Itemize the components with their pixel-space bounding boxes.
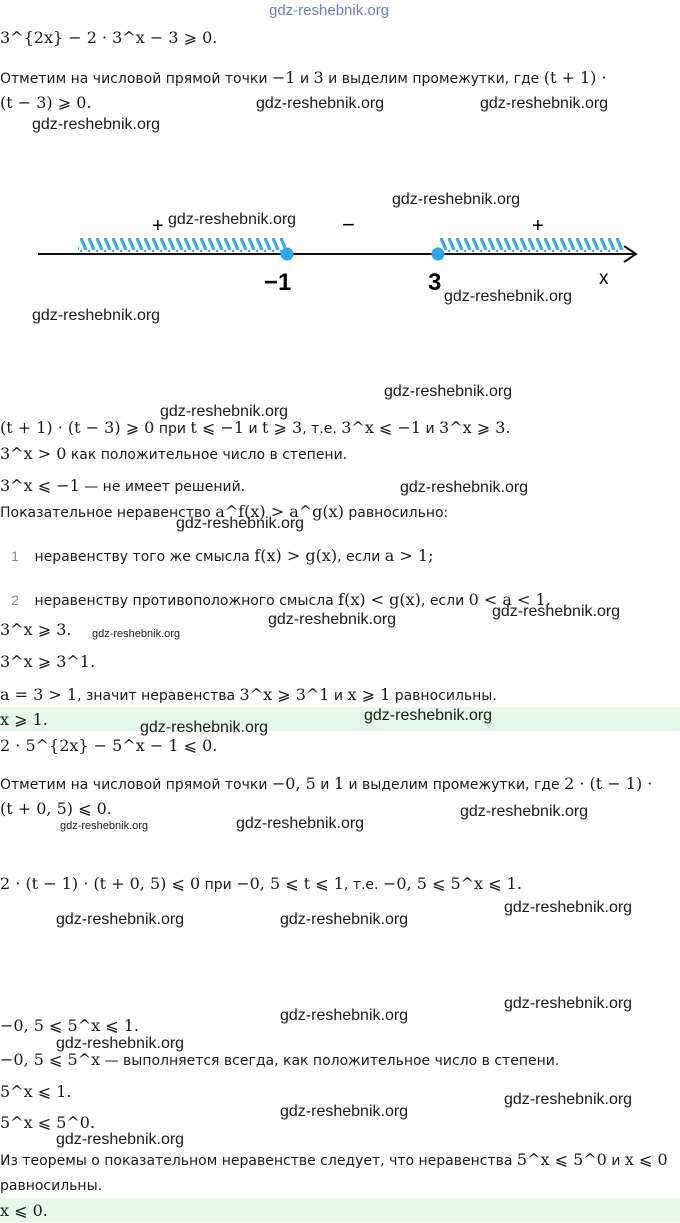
watermark: gdz-reshebnik.org (236, 815, 365, 832)
watermark: gdz-reshebnik.org (92, 628, 181, 640)
point-value: −1 (271, 68, 296, 87)
text: неравенству того же смысла (34, 549, 250, 565)
math-expression: 3^x ⩾ 3. (439, 418, 511, 437)
intro-1 (0, 68, 607, 87)
math-expression: −0, 5 ⩽ t ⩽ 1 (236, 874, 344, 893)
text: при (204, 877, 232, 893)
text: Из теоремы о показательном неравенстве следует, что неравенства (0, 1153, 513, 1169)
solution-line-9: −0, 5 ⩽ 5^x ⩽ 1. (0, 1016, 139, 1035)
interval-left (78, 238, 286, 252)
label-axis: x (599, 268, 609, 289)
text: — выполняется всегда, как положительное число в степени. (104, 1053, 560, 1069)
solution-line-3 (0, 476, 245, 495)
point-value: −0, 5 (271, 774, 316, 793)
list-item (0, 590, 551, 609)
list-number: 2 (11, 592, 19, 608)
sign-plus-left: + (152, 215, 164, 237)
text: при (158, 421, 186, 437)
watermark: gdz-reshebnik.org (280, 1007, 409, 1024)
math-expression: t ⩽ −1 (190, 418, 244, 437)
intro-text: и выделим промежутки, где (348, 777, 560, 793)
solution-line-8 (0, 874, 522, 893)
watermark: gdz-reshebnik.org (268, 611, 397, 628)
text: , если (420, 593, 465, 609)
answer-2: x ⩽ 0. (0, 1201, 48, 1220)
expression-cont: (t − 3) ⩾ 0. (0, 93, 92, 112)
solution-line-5: 3^x ⩾ 3. (0, 620, 72, 639)
watermark: gdz-reshebnik.org (60, 820, 149, 832)
watermark-top: gdz-reshebnik.org (269, 2, 390, 19)
point-left (281, 248, 294, 261)
math-expression: −0, 5 ⩽ 5^x (0, 1050, 101, 1069)
watermark: gdz-reshebnik.org (280, 1103, 409, 1120)
text: , если (337, 549, 381, 565)
number-line (0, 180, 680, 300)
point-value: 1 (333, 774, 345, 793)
text: — не имеет решений. (84, 479, 246, 495)
expression-cont: (t + 0, 5) ⩽ 0. (0, 799, 112, 818)
list-item (0, 546, 433, 565)
math-expression: 3^x > 0 (0, 444, 67, 463)
math-expression: 3^x ⩽ −1 (0, 476, 80, 495)
math-expression: 3^x ⩾ 3^1 (239, 685, 330, 704)
watermark: gdz-reshebnik.org (32, 307, 161, 324)
watermark: gdz-reshebnik.org (176, 515, 305, 532)
watermark: gdz-reshebnik.org (140, 719, 269, 736)
watermark: gdz-reshebnik.org (168, 211, 297, 228)
conjunction: и (320, 777, 330, 793)
solution-line-7 (0, 685, 497, 704)
watermark: gdz-reshebnik.org (504, 899, 633, 916)
answer-1: x ⩾ 1. (0, 710, 48, 729)
watermark: gdz-reshebnik.org (32, 116, 161, 133)
text: , т.е. (343, 877, 379, 893)
solution-line-6: 3^x ⩾ 3^1. (0, 652, 96, 671)
text: и (425, 421, 435, 437)
math-expression: x ⩾ 1 (347, 685, 391, 704)
math-expression: 0 < a < 1. (468, 590, 551, 609)
list-number: 1 (11, 548, 19, 564)
math-expression: 5^x ⩽ 5^0 (516, 1150, 607, 1169)
math-expression: −0, 5 ⩽ 5^x ⩽ 1. (382, 874, 522, 893)
sign-plus-right: + (532, 215, 544, 237)
intro-2 (0, 774, 652, 793)
expression: (t + 1) · (543, 68, 607, 87)
math-expression: a^f(x) > a^g(x) (215, 502, 344, 521)
watermark: gdz-reshebnik.org (256, 95, 385, 112)
equation-2: 2 · 5^{2x} − 5^x − 1 ⩽ 0. (0, 736, 218, 755)
watermark: gdz-reshebnik.org (444, 288, 573, 305)
answer-highlight (0, 707, 680, 731)
solution-line-13 (0, 1150, 668, 1169)
watermark: gdz-reshebnik.org (384, 383, 513, 400)
math-expression: a = 3 > 1 (0, 685, 78, 704)
math-expression: a > 1; (384, 546, 434, 565)
sign-minus: − (342, 212, 355, 237)
label-point-left: −1 (264, 269, 292, 296)
solution-line-11: 5^x ⩽ 1. (0, 1082, 72, 1101)
math-expression: 3^x ⩽ −1 (341, 418, 422, 437)
label-point-right: 3 (428, 269, 442, 296)
point-value: 3 (313, 68, 324, 87)
text: и (248, 421, 258, 437)
answer-highlight (0, 1198, 680, 1222)
equation-1: 3^{2x} − 2 · 3^x − 3 ⩾ 0. (0, 28, 218, 47)
text: как положительное число в степени. (70, 447, 348, 463)
watermark: gdz-reshebnik.org (56, 1035, 185, 1052)
watermark: gdz-reshebnik.org (280, 911, 409, 928)
solution-line-14: равносильны. (0, 1178, 103, 1194)
watermark: gdz-reshebnik.org (460, 803, 589, 820)
text: неравенству противоположного смысла (34, 593, 334, 609)
watermark: gdz-reshebnik.org (504, 1091, 633, 1108)
text: и (333, 688, 344, 704)
math-expression: (t + 1) · (t − 3) ⩾ 0 (0, 418, 155, 437)
math-expression: 2 · (t − 1) · (t + 0, 5) ⩽ 0 (0, 874, 201, 893)
watermark: gdz-reshebnik.org (400, 479, 529, 496)
solution-line-2 (0, 444, 347, 463)
text: равносильны. (394, 688, 497, 704)
watermark: gdz-reshebnik.org (504, 995, 633, 1012)
intro-text: Отметим на числовой прямой точки (0, 71, 268, 87)
watermark: gdz-reshebnik.org (492, 603, 621, 620)
math-expression: f(x) > g(x) (254, 546, 338, 565)
watermark: gdz-reshebnik.org (364, 707, 493, 724)
point-right (432, 248, 445, 261)
text: равносильно: (348, 505, 449, 521)
math-expression: t ⩾ 3 (262, 418, 303, 437)
watermark: gdz-reshebnik.org (160, 403, 289, 420)
intro-text: Отметим на числовой прямой точки (0, 777, 268, 793)
text: Показательное неравенство (0, 505, 211, 521)
solution-line-12: 5^x ⩽ 5^0. (0, 1113, 96, 1132)
interval-right (438, 238, 624, 252)
watermark: gdz-reshebnik.org (392, 191, 521, 208)
watermark: gdz-reshebnik.org (56, 911, 185, 928)
math-expression: x ⩽ 0 (624, 1150, 668, 1169)
watermark: gdz-reshebnik.org (56, 1131, 185, 1148)
intro-text: и выделим промежутки, где (328, 71, 540, 87)
text: и (611, 1153, 621, 1169)
math-expression: f(x) < g(x) (338, 590, 421, 609)
expression: 2 · (t − 1) · (564, 774, 653, 793)
watermark: gdz-reshebnik.org (480, 95, 609, 112)
text: , значит неравенства (77, 688, 236, 704)
conjunction: и (299, 71, 310, 87)
text: , т.е. (302, 421, 337, 437)
